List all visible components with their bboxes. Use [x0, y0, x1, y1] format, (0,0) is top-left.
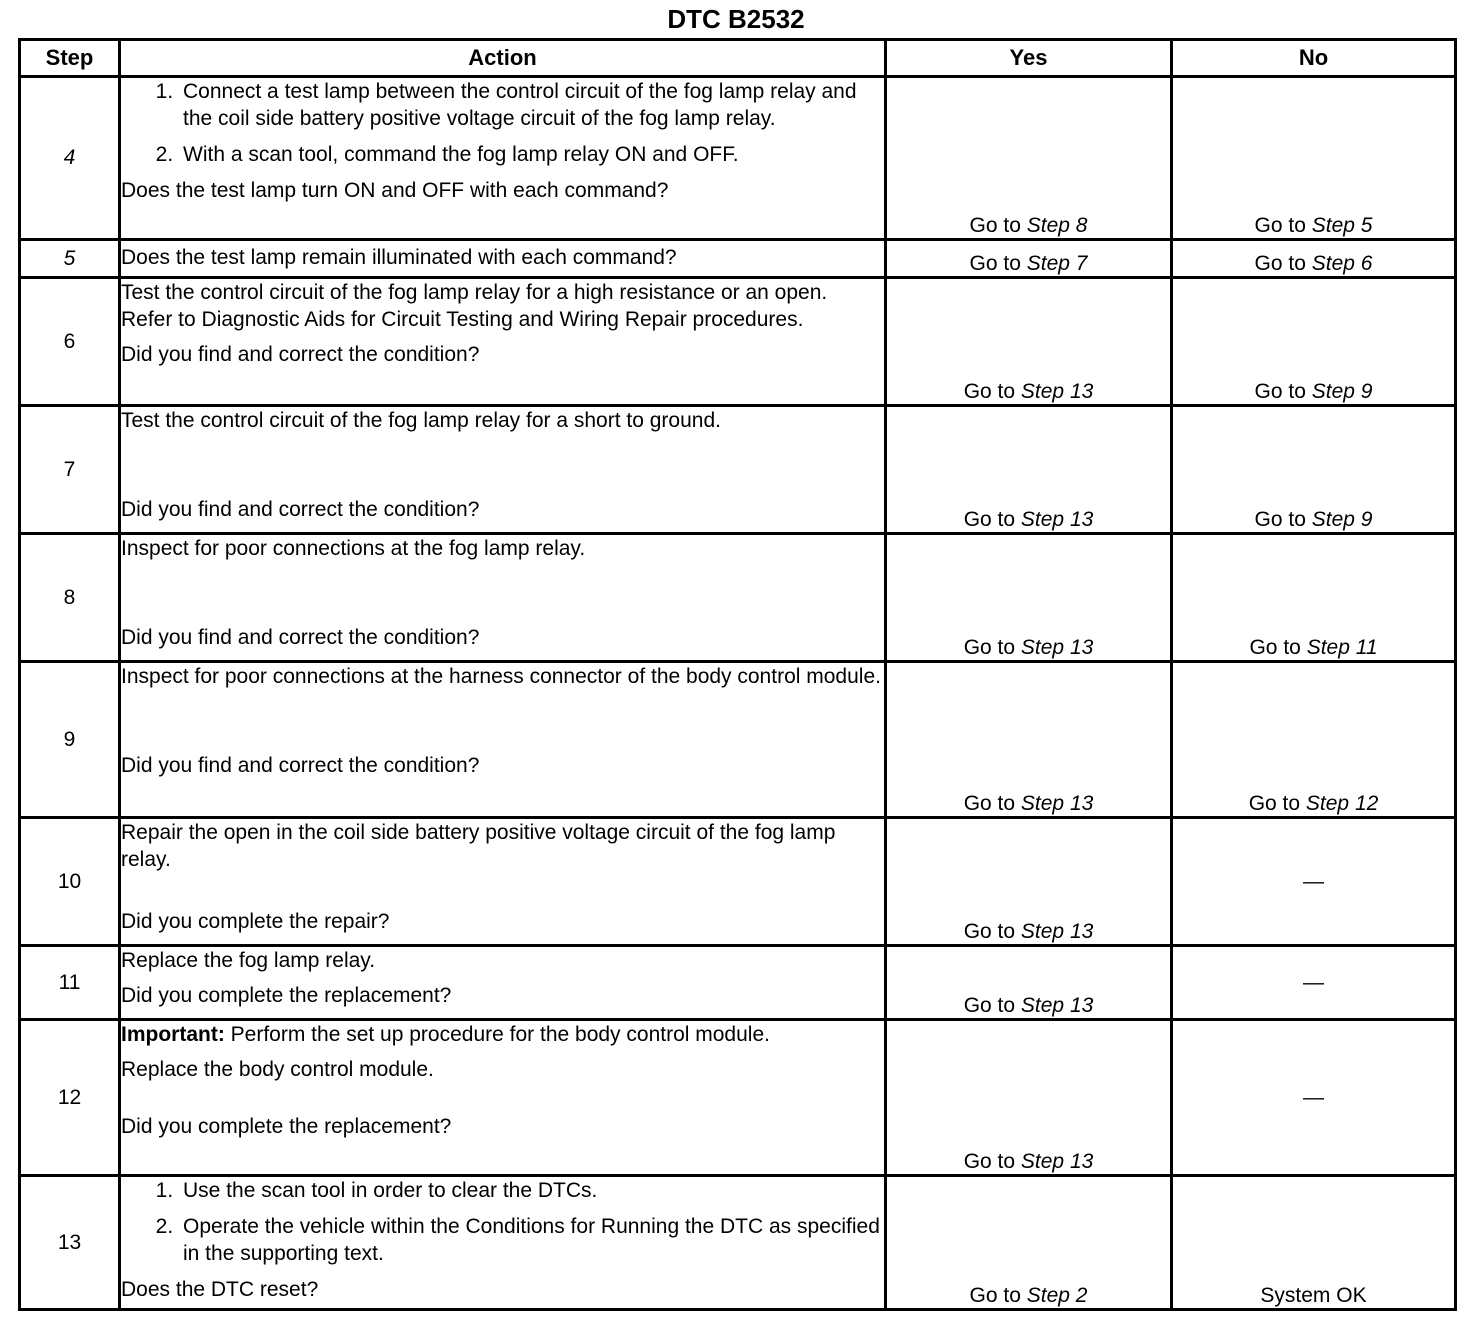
no-cell: — [1172, 1020, 1456, 1176]
table-row [20, 278, 1456, 406]
step-number: 7 [20, 406, 120, 534]
no-cell [1172, 534, 1456, 662]
header-action: Action [120, 40, 886, 77]
no-link[interactable]: Go to Step 9 [1254, 380, 1373, 403]
yes-link[interactable]: Go to Step 8 [969, 214, 1088, 237]
no-cell [1172, 278, 1456, 406]
action-question: Did you complete the replacement? [121, 1115, 452, 1138]
action-steps [121, 78, 884, 168]
yes-link[interactable]: Go to Step 13 [963, 1150, 1094, 1173]
table-row [20, 406, 1456, 534]
action-question: Did you find and correct the condition? [121, 754, 480, 777]
header-step: Step [20, 40, 120, 77]
yes-link[interactable]: Go to Step 13 [963, 994, 1094, 1017]
yes-link[interactable]: Go to Step 13 [963, 636, 1094, 659]
yes-cell [886, 1020, 1172, 1176]
page-title: DTC B2532 [667, 4, 805, 34]
important-text: Perform the set up procedure for the body control module. [230, 1023, 770, 1046]
action-steps [121, 1177, 884, 1267]
header-no: No [1172, 40, 1456, 77]
table-row [20, 1176, 1456, 1310]
action-question: Does the test lamp remain illuminated with each command? [121, 246, 677, 269]
table-row [20, 818, 1456, 946]
yes-link[interactable]: Go to Step 13 [963, 508, 1094, 531]
yes-link[interactable]: Go to Step 13 [963, 380, 1094, 403]
action-cell [120, 818, 886, 946]
yes-link[interactable]: Go to Step 13 [963, 920, 1094, 943]
action-text: Test the control circuit of the fog lamp relay for a short to ground. [121, 409, 721, 432]
step-number: 10 [20, 818, 120, 946]
action-substep: 1. Connect a test lamp between the control circuit of the fog lamp relay and the coil side battery positive voltage circuit of the fog lamp relay. [179, 78, 884, 132]
yes-cell [886, 534, 1172, 662]
no-cell [1172, 240, 1456, 278]
step-number: 11 [20, 946, 120, 1020]
action-question: Does the DTC reset? [121, 1278, 319, 1301]
yes-cell [886, 946, 1172, 1020]
no-cell [1172, 406, 1456, 534]
action-cell [120, 240, 886, 278]
table-row [20, 1020, 1456, 1176]
action-question: Did you find and correct the condition? [121, 343, 480, 366]
action-cell [120, 1176, 886, 1310]
table-row [20, 662, 1456, 818]
yes-link[interactable]: Go to Step 7 [969, 252, 1088, 275]
action-cell [120, 77, 886, 240]
header-yes: Yes [886, 40, 1172, 77]
action-text: Inspect for poor connections at the fog lamp relay. [121, 537, 586, 560]
step-number: 5 [20, 240, 120, 278]
action-cell [120, 946, 886, 1020]
yes-link[interactable]: Go to Step 2 [969, 1284, 1088, 1307]
table-header-row [20, 40, 1456, 77]
action-cell [120, 278, 886, 406]
table-row [20, 240, 1456, 278]
dtc-table [18, 38, 1457, 1311]
action-question: Did you find and correct the condition? [121, 498, 480, 521]
no-link[interactable]: Go to Step 11 [1249, 636, 1378, 659]
step-number: 4 [20, 77, 120, 240]
action-question: Did you complete the replacement? [121, 984, 452, 1007]
no-cell [1172, 662, 1456, 818]
action-substep: 1. Use the scan tool in order to clear the DTCs. [179, 1177, 884, 1204]
important-label: Important: [121, 1023, 225, 1046]
action-text: Replace the body control module. [121, 1058, 434, 1081]
action-text: Test the control circuit of the fog lamp relay for a high resistance or an open. Refer to Diagnostic Aids for Circuit Testing and Wiring Repair procedures. [121, 281, 828, 331]
important-note [121, 1021, 884, 1048]
no-link[interactable]: Go to Step 5 [1254, 214, 1373, 237]
yes-cell [886, 278, 1172, 406]
step-number: 13 [20, 1176, 120, 1310]
yes-link[interactable]: Go to Step 13 [963, 792, 1094, 815]
no-cell: System OK [1172, 1176, 1456, 1310]
yes-cell [886, 662, 1172, 818]
step-number: 8 [20, 534, 120, 662]
yes-cell [886, 406, 1172, 534]
action-text: Inspect for poor connections at the harness connector of the body control module. [121, 665, 881, 688]
no-cell [1172, 77, 1456, 240]
yes-cell [886, 818, 1172, 946]
action-question: Did you find and correct the condition? [121, 626, 480, 649]
step-number: 9 [20, 662, 120, 818]
table-row [20, 77, 1456, 240]
table-row [20, 534, 1456, 662]
action-cell [120, 1020, 886, 1176]
no-link[interactable]: Go to Step 6 [1254, 252, 1373, 275]
action-cell [120, 662, 886, 818]
table-row [20, 946, 1456, 1020]
action-substep: 2. With a scan tool, command the fog lamp relay ON and OFF. [179, 141, 884, 168]
no-link[interactable]: Go to Step 9 [1254, 508, 1373, 531]
no-cell: — [1172, 946, 1456, 1020]
step-number: 6 [20, 278, 120, 406]
action-question: Did you complete the repair? [121, 910, 390, 933]
no-link[interactable]: Go to Step 12 [1248, 792, 1379, 815]
no-cell: — [1172, 818, 1456, 946]
step-number: 12 [20, 1020, 120, 1176]
action-text: Replace the fog lamp relay. [121, 949, 376, 972]
yes-cell [886, 77, 1172, 240]
action-substep: 2. Operate the vehicle within the Conditions for Running the DTC as specified in the supporting text. [179, 1213, 884, 1267]
action-question: Does the test lamp turn ON and OFF with each command? [121, 179, 669, 202]
yes-cell [886, 1176, 1172, 1310]
yes-cell [886, 240, 1172, 278]
action-text: Repair the open in the coil side battery positive voltage circuit of the fog lamp relay. [121, 821, 836, 871]
action-cell [120, 406, 886, 534]
action-cell [120, 534, 886, 662]
